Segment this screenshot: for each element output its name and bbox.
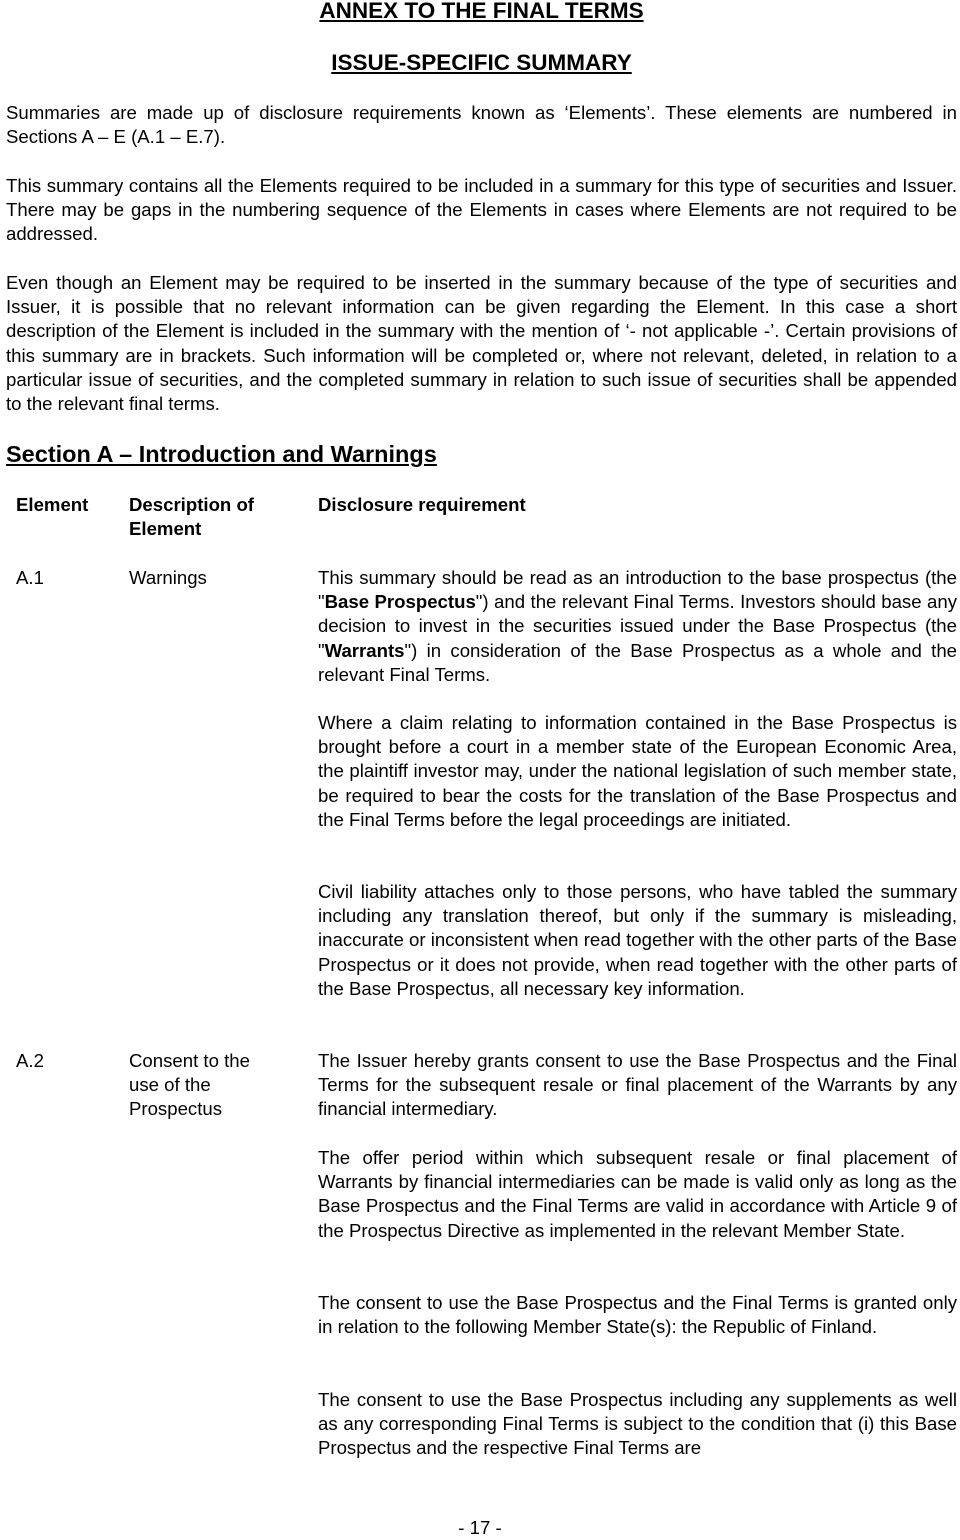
row-a1-paragraph-2: Where a claim relating to information contained in the Base Prospectus is brought before a court in a member state of the European Economic Area, the plaintiff investor may, under the national legislation of such member state, be required to bear the costs for the translation of the Base Prospectus and the Final Terms before the legal proceedings are initiated. bbox=[318, 712, 957, 830]
intro-paragraph-2: This summary contains all the Elements required to be included in a summary for this type of securities and Issuer. There may be gaps in the numbering sequence of the Elements in cases where Elements are not required to be addressed. bbox=[6, 175, 957, 245]
section-a-heading: Section A – Introduction and Warnings bbox=[6, 441, 437, 467]
row-a2-paragraph-3: The consent to use the Base Prospectus and the Final Terms is granted only in relation to the following Member State(s): the Republic of Finland. bbox=[318, 1292, 957, 1338]
row-a1-p1-defined-term-base-prospectus: Base Prospectus bbox=[324, 591, 476, 613]
row-a2-paragraph-1: The Issuer hereby grants consent to use the Base Prospectus and the Final Terms for the subsequent resale or final placement of the Warrants by any financial intermediary. bbox=[318, 1050, 957, 1120]
row-a1-p1-text-e: ") in consideration of the Base Prospectus as a whole and the relevant Final Terms. bbox=[318, 639, 957, 685]
row-a1-paragraph-1 bbox=[318, 566, 957, 687]
summary-title: ISSUE-SPECIFIC SUMMARY bbox=[331, 50, 632, 75]
intro-paragraph-1: Summaries are made up of disclosure requirements known as ‘Elements’. These elements are numbered in Sections A – E (A.1 – E.7). bbox=[6, 102, 957, 148]
annex-title: ANNEX TO THE FINAL TERMS bbox=[319, 0, 644, 23]
row-a2-description: Consent to the use of the Prospectus bbox=[129, 1050, 250, 1120]
page-number: - 17 - bbox=[458, 1517, 502, 1538]
row-a1-element: A.1 bbox=[16, 567, 44, 588]
row-a1-p1-text-a: This summary should be read as an introduction to the base prospectus (the " bbox=[318, 567, 957, 613]
row-a1-paragraph-3: Civil liability attaches only to those persons, who have tabled the summary including any translation thereof, but only if the summary is misleading, inaccurate or inconsistent when read together with the other parts of the Base Prospectus or it does not provide, when read together with the other parts of the Base Prospectus, all necessary key information. bbox=[318, 881, 957, 999]
header-description: Description of Element bbox=[129, 494, 254, 540]
row-a1-description: Warnings bbox=[129, 567, 207, 588]
row-a2-paragraph-4: The consent to use the Base Prospectus including any supplements as well as any corresponding Final Terms is subject to the condition that (i) this Base Prospectus and the respective Final Terms are bbox=[318, 1389, 957, 1459]
header-element: Element bbox=[16, 494, 89, 515]
row-a2-element: A.2 bbox=[16, 1050, 44, 1071]
row-a2-paragraph-2: The offer period within which subsequent resale or final placement of Warrants by financial intermediaries can be made is valid only as long as the Base Prospectus and the Final Terms are valid in accordance with Article 9 of the Prospectus Directive as implemented in the relevant Member State. bbox=[318, 1147, 957, 1241]
header-disclosure: Disclosure requirement bbox=[318, 494, 526, 515]
row-a1-p1-text-c: ") and the relevant Final Terms. Investors should base any decision to invest in the securities issued under the Base Prospectus (the " bbox=[318, 591, 957, 661]
intro-paragraph-3: Even though an Element may be required to be inserted in the summary because of the type of securities and Issuer, it is possible that no relevant information can be given regarding the Element. In this case a short description of the Element is included in the summary with the mention of ‘- not applicable -’. Certain provisions of this summary are in brackets. Such information will be completed or, where not relevant, deleted, in relation to a particular issue of securities, and the completed summary in relation to such issue of securities shall be appended to the relevant final terms. bbox=[6, 272, 957, 415]
row-a1-p1-defined-term-warrants: Warrants bbox=[324, 639, 405, 661]
